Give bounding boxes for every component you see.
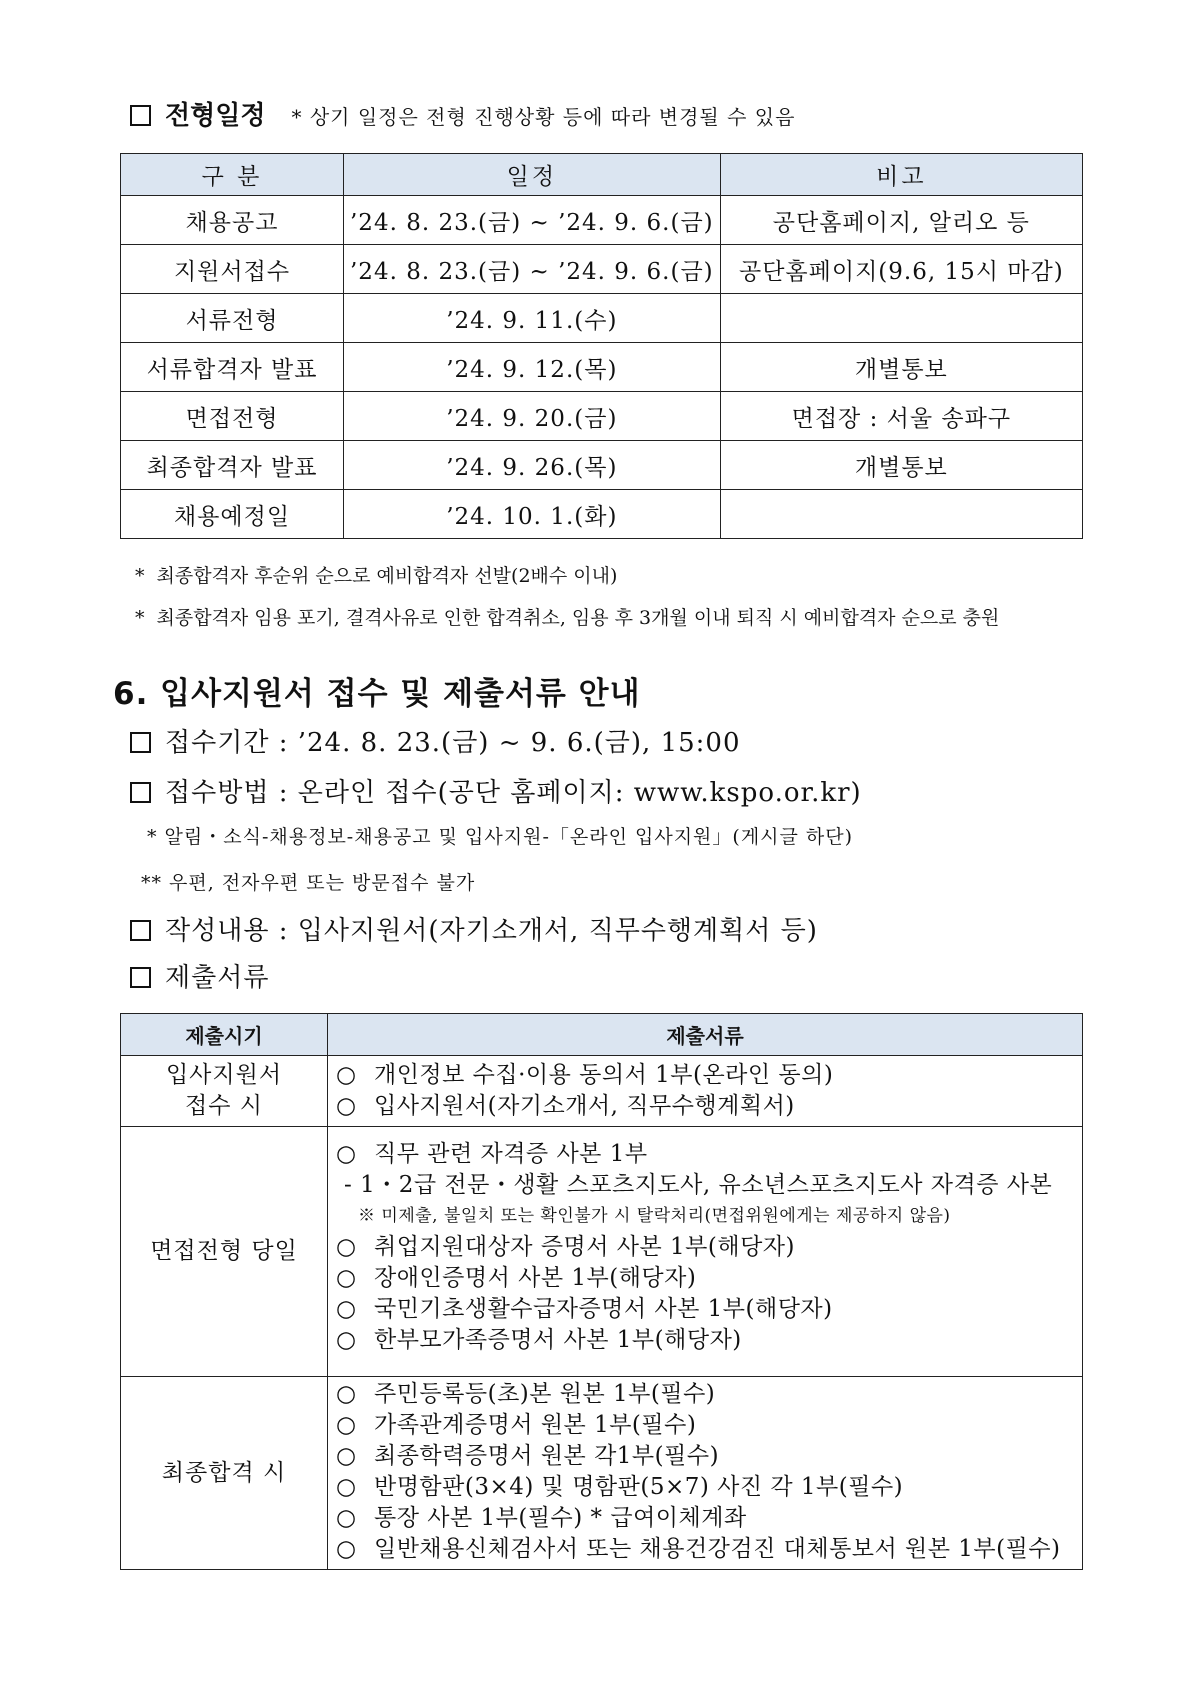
submission-timing-cell (121, 1377, 328, 1570)
list-item (336, 1379, 1074, 1410)
checkbox-square-icon (130, 920, 151, 941)
date-cell: ’24. 9. 26.(목) (344, 441, 721, 490)
list-item-text: 직무 관련 자격증 사본 1부 (374, 1141, 648, 1167)
table-row (121, 1377, 1083, 1570)
bullet-icon: ○ (336, 1265, 357, 1291)
list-item-text: ※ 미제출, 불일치 또는 확인불가 시 탈락처리(면접위원에게는 제공하지 않음) (358, 1206, 951, 1226)
bullet-icon: ○ (336, 1234, 357, 1260)
table-row (121, 1127, 1083, 1377)
note-cell (720, 294, 1082, 343)
documents-cell (328, 1056, 1083, 1127)
table-header-row (121, 154, 1083, 196)
period-item: 접수기간 : ’24. 8. 23.(금) ~ 9. 6.(금), 15:00 (130, 722, 741, 759)
bullet-icon: ○ (336, 1536, 357, 1562)
list-item-text: 장애인증명서 사본 1부(해당자) (374, 1265, 697, 1291)
list-item-text: 반명함판(3×4) 및 명함판(5×7) 사진 각 1부(필수) (374, 1474, 904, 1500)
stage-cell: 면접전형 (121, 392, 344, 441)
list-item (336, 1410, 1074, 1441)
date-cell: ’24. 9. 12.(목) (344, 343, 721, 392)
schedule-table (120, 153, 1083, 539)
list-item (336, 1534, 1074, 1565)
table-row (121, 245, 1083, 294)
footnote: * 최종합격자 임용 포기, 결격사유로 인한 합격취소, 임용 후 3개월 이내 퇴직 시 예비합격자 순으로 충원 (135, 607, 1000, 629)
checkbox-square-icon (130, 732, 151, 753)
stage-cell: 채용공고 (121, 196, 344, 245)
note-cell (720, 490, 1082, 539)
table-row (121, 343, 1083, 392)
date-cell: ’24. 8. 23.(금) ~ ’24. 9. 6.(금) (344, 245, 721, 294)
header-stage: 구 분 (121, 154, 344, 196)
timing-line: 최종합격 시 (161, 1459, 287, 1486)
list-item (336, 1294, 1074, 1325)
list-item (336, 1060, 1074, 1091)
table-header-row (121, 1014, 1083, 1056)
documents-cell (328, 1377, 1083, 1570)
bullet-icon: ○ (336, 1381, 357, 1407)
schedule-footnotes (135, 555, 999, 639)
method-item: 접수방법 : 온라인 접수(공단 홈페이지: www.kspo.or.kr) (130, 772, 862, 809)
stage-cell: 채용예정일 (121, 490, 344, 539)
note-cell: 공단홈페이지, 알리오 등 (720, 196, 1082, 245)
list-item (336, 1091, 1074, 1122)
note-cell: 개별통보 (720, 343, 1082, 392)
bullet-icon: ○ (336, 1141, 357, 1167)
list-item (336, 1201, 1074, 1232)
schedule-title: 전형일정 (165, 101, 266, 131)
bullet-icon: ○ (336, 1327, 357, 1353)
method-note-1: * 알림・소식-채용정보-채용공고 및 입사지원-「온라인 입사지원」(게시글 하단) (147, 826, 854, 848)
note-cell: 면접장 : 서울 송파구 (720, 392, 1082, 441)
date-cell: ’24. 9. 20.(금) (344, 392, 721, 441)
list-item (336, 1232, 1074, 1263)
checkbox-square-icon (130, 782, 151, 803)
date-cell: ’24. 10. 1.(화) (344, 490, 721, 539)
bullet-icon: ○ (336, 1296, 357, 1322)
list-item (336, 1503, 1074, 1534)
list-item-text: 입사지원서(자기소개서, 직무수행계획서) (374, 1093, 795, 1119)
stage-cell: 지원서접수 (121, 245, 344, 294)
timing-line: 접수 시 (185, 1093, 263, 1119)
bullet-icon: ○ (336, 1505, 357, 1531)
list-item (336, 1170, 1074, 1201)
note-cell: 개별통보 (720, 441, 1082, 490)
table-row (121, 196, 1083, 245)
list-item (336, 1472, 1074, 1503)
list-item-text: 한부모가족증명서 사본 1부(해당자) (374, 1327, 742, 1353)
schedule-heading (130, 95, 795, 132)
list-item-text: 일반채용신체검사서 또는 채용건강검진 대체통보서 원본 1부(필수) (374, 1536, 1061, 1562)
stage-cell: 서류합격자 발표 (121, 343, 344, 392)
header-date: 일정 (344, 154, 721, 196)
table-row (121, 1056, 1083, 1127)
method-note-2: ** 우편, 전자우편 또는 방문접수 불가 (141, 872, 476, 894)
bullet-icon: ○ (336, 1412, 357, 1438)
list-item-text: 개인정보 수집·이용 동의서 1부(온라인 동의) (374, 1062, 834, 1088)
table-row (121, 392, 1083, 441)
date-cell: ’24. 8. 23.(금) ~ ’24. 9. 6.(금) (344, 196, 721, 245)
list-item-text: 주민등록등(초)본 원본 1부(필수) (374, 1381, 716, 1407)
timing-line: 면접전형 당일 (150, 1238, 298, 1264)
table-row (121, 490, 1083, 539)
list-item (336, 1263, 1074, 1294)
submission-timing-cell (121, 1056, 328, 1127)
list-item (336, 1139, 1074, 1170)
bullet-icon: ○ (336, 1443, 357, 1469)
list-item-text: 최종학력증명서 원본 각1부(필수) (374, 1443, 720, 1469)
stage-cell: 최종합격자 발표 (121, 441, 344, 490)
content-item: 작성내용 : 입사지원서(자기소개서, 직무수행계획서 등) (130, 910, 818, 947)
bullet-icon: ○ (336, 1474, 357, 1500)
list-item (336, 1441, 1074, 1472)
schedule-note: * 상기 일정은 전형 진행상황 등에 따라 변경될 수 있음 (291, 105, 796, 129)
list-item-text: 취업지원대상자 증명서 사본 1부(해당자) (374, 1234, 796, 1260)
bullet-icon: ○ (336, 1062, 357, 1088)
note-cell: 공단홈페이지(9.6, 15시 마감) (720, 245, 1082, 294)
bullet-icon: ○ (336, 1093, 357, 1119)
header-note: 비고 (720, 154, 1082, 196)
section-heading: 6. 입사지원서 접수 및 제출서류 안내 (113, 676, 641, 712)
list-item-text: 통장 사본 1부(필수) * 급여이체계좌 (374, 1505, 747, 1531)
timing-line: 입사지원서 (165, 1062, 283, 1088)
list-item-text: - 1・2급 전문・생활 스포츠지도사, 유소년스포츠지도사 자격증 사본 (344, 1172, 1053, 1198)
checkbox-square-icon (130, 967, 151, 988)
documents-item: 제출서류 (130, 957, 269, 994)
list-item (336, 1325, 1074, 1356)
stage-cell: 서류전형 (121, 294, 344, 343)
list-item-text: 가족관계증명서 원본 1부(필수) (374, 1412, 697, 1438)
footnote: * 최종합격자 후순위 순으로 예비합격자 선발(2배수 이내) (135, 565, 618, 587)
documents-table (120, 1013, 1083, 1570)
submission-timing-cell (121, 1127, 328, 1377)
documents-cell (328, 1127, 1083, 1377)
table-row (121, 294, 1083, 343)
table-row (121, 441, 1083, 490)
date-cell: ’24. 9. 11.(수) (344, 294, 721, 343)
list-item-text: 국민기초생활수급자증명서 사본 1부(해당자) (374, 1296, 833, 1322)
header-docs: 제출서류 (328, 1014, 1083, 1056)
header-when: 제출시기 (121, 1014, 328, 1056)
checkbox-square-icon (130, 105, 151, 126)
